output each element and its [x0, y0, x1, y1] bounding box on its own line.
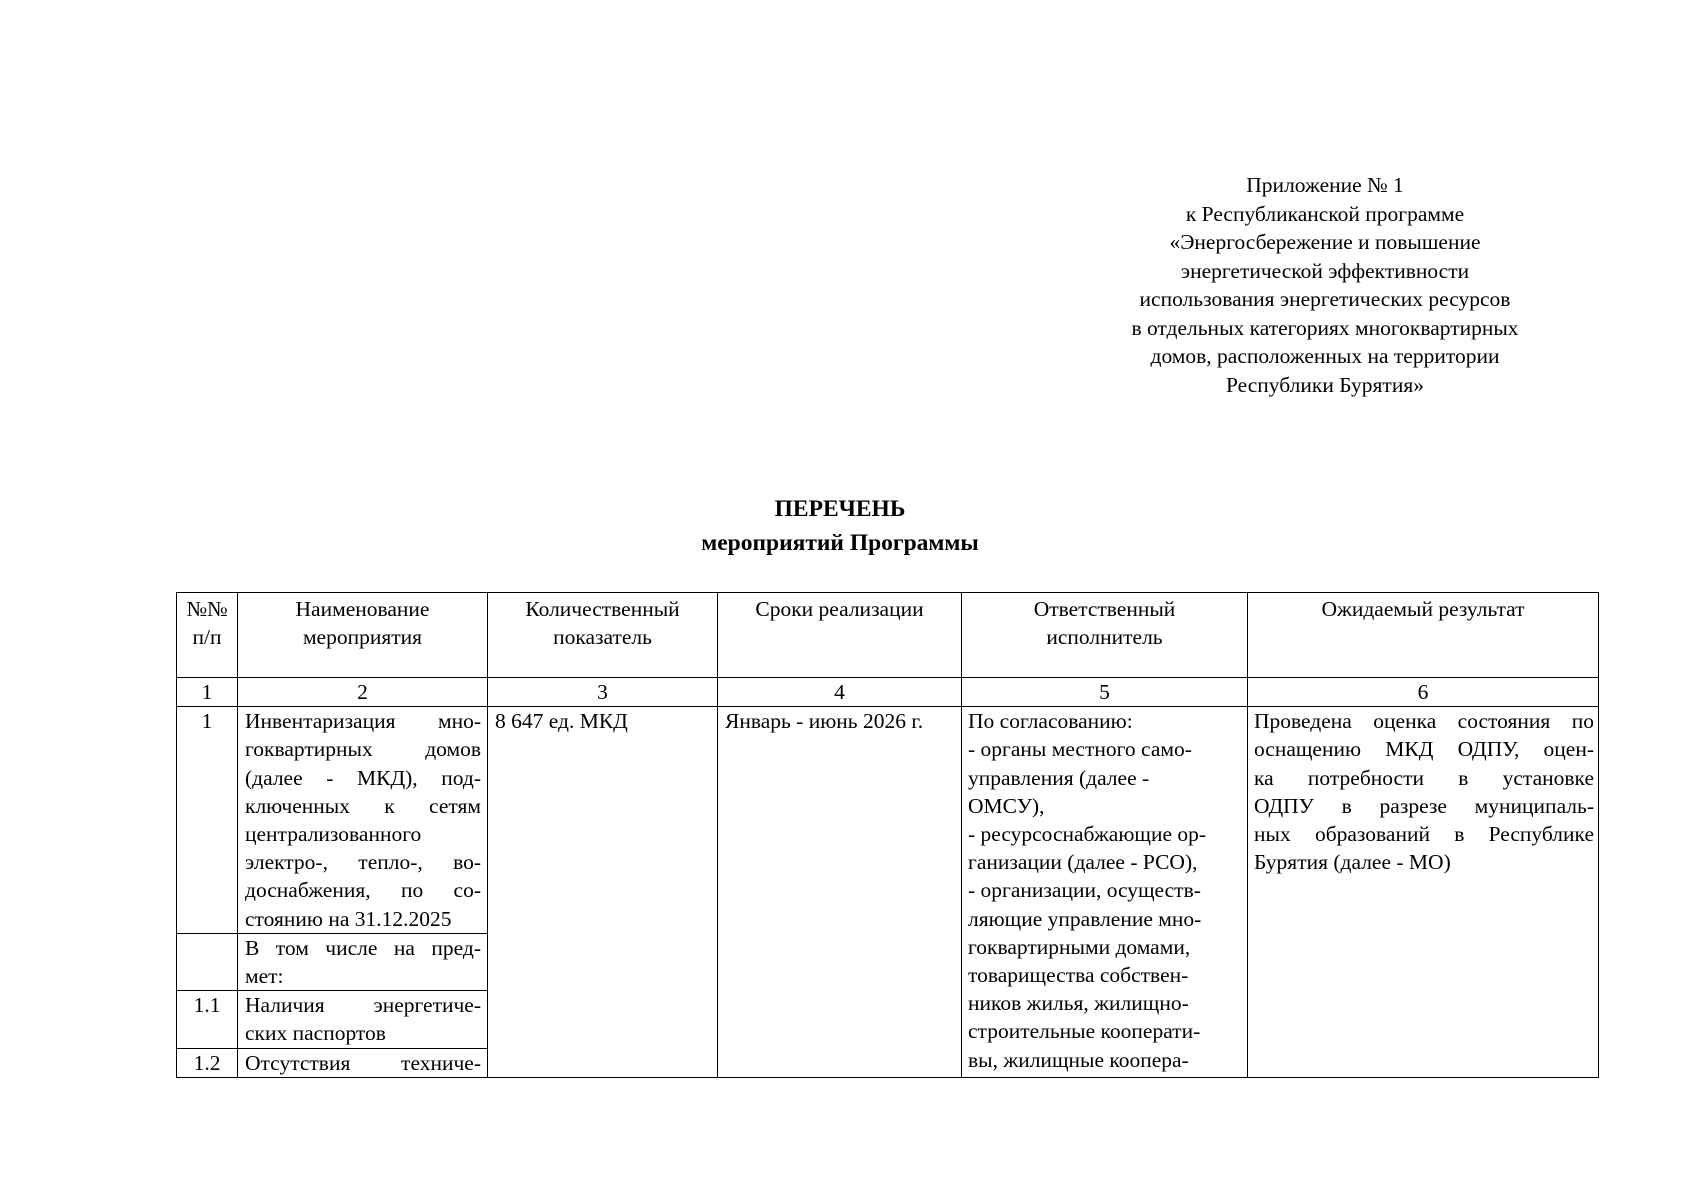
column-number: 1 — [177, 678, 238, 707]
column-number: 3 — [488, 678, 718, 707]
header-name: Наименование мероприятия — [238, 593, 488, 678]
table-header-row — [177, 593, 1599, 678]
appendix-header — [1080, 171, 1570, 399]
appendix-line: «Энергосбережение и повышение — [1169, 230, 1481, 254]
responsible-executor: По согласованию: - органы местного само- управления (далее - ОМСУ), - ресурсоснабжающие ор- ганизации (далее - РСО), - организации, осуществ- ляющие управление мно- гоквартирными домами, товарищества собствен- ников жилья, жилищно- строительные кооперати- вы, жилищные коопера- — [962, 707, 1248, 1078]
column-number-row — [177, 678, 1599, 707]
document-subtitle: мероприятий Программы — [701, 530, 979, 556]
event-name: Инвентаризация мно- гоквартирных домов (далее - МКД), под- ключенных к сетям централизованного электро-, тепло-, во- доснабжения, по со- стоянию на 31.12.2025 — [238, 707, 488, 934]
appendix-line: использования энергетических ресурсов — [1139, 287, 1511, 311]
event-name: Наличия энергетиче- ских паспортов — [238, 991, 488, 1048]
appendix-line: домов, расположенных на территории — [1150, 344, 1500, 368]
table-row — [177, 707, 1599, 934]
appendix-line: к Республиканской программе — [1185, 201, 1465, 226]
row-number: 1.2 — [177, 1048, 238, 1077]
column-number: 6 — [1248, 678, 1599, 707]
event-name: Отсутствия техниче- — [238, 1048, 488, 1077]
expected-result: Проведена оценка состояния по оснащению МКД ОДПУ, оцен- ка потребности в установке ОДПУ в разрезе муниципаль- ных образований в Республике Бурятия (далее - МО) — [1248, 707, 1599, 1078]
row-number: 1.1 — [177, 991, 238, 1048]
column-number: 2 — [238, 678, 488, 707]
header-quantity: Количественный показатель — [488, 593, 718, 678]
appendix-line: в отдельных категориях многоквартирных — [1131, 315, 1519, 340]
quantity-value: 8 647 ед. МКД — [488, 707, 718, 1078]
header-terms: Сроки реализации — [718, 593, 962, 678]
column-number: 4 — [718, 678, 962, 707]
header-result: Ожидаемый результат — [1248, 593, 1599, 678]
row-number: 1 — [177, 707, 238, 934]
event-subheading: В том числе на пред- мет: — [238, 933, 488, 990]
appendix-line: Республики Бурятия» — [1226, 372, 1424, 397]
row-number-empty — [177, 933, 238, 990]
appendix-line: энергетической эффективности — [1180, 258, 1470, 283]
appendix-line: Приложение № 1 — [1246, 173, 1404, 197]
header-responsible: Ответственный исполнитель — [962, 593, 1248, 678]
document-title: ПЕРЕЧЕНЬ — [774, 496, 906, 522]
terms-value: Январь - июнь 2026 г. — [718, 707, 962, 1078]
column-number: 5 — [962, 678, 1248, 707]
header-num: №№ п/п — [177, 593, 238, 678]
events-table — [176, 592, 1599, 1078]
